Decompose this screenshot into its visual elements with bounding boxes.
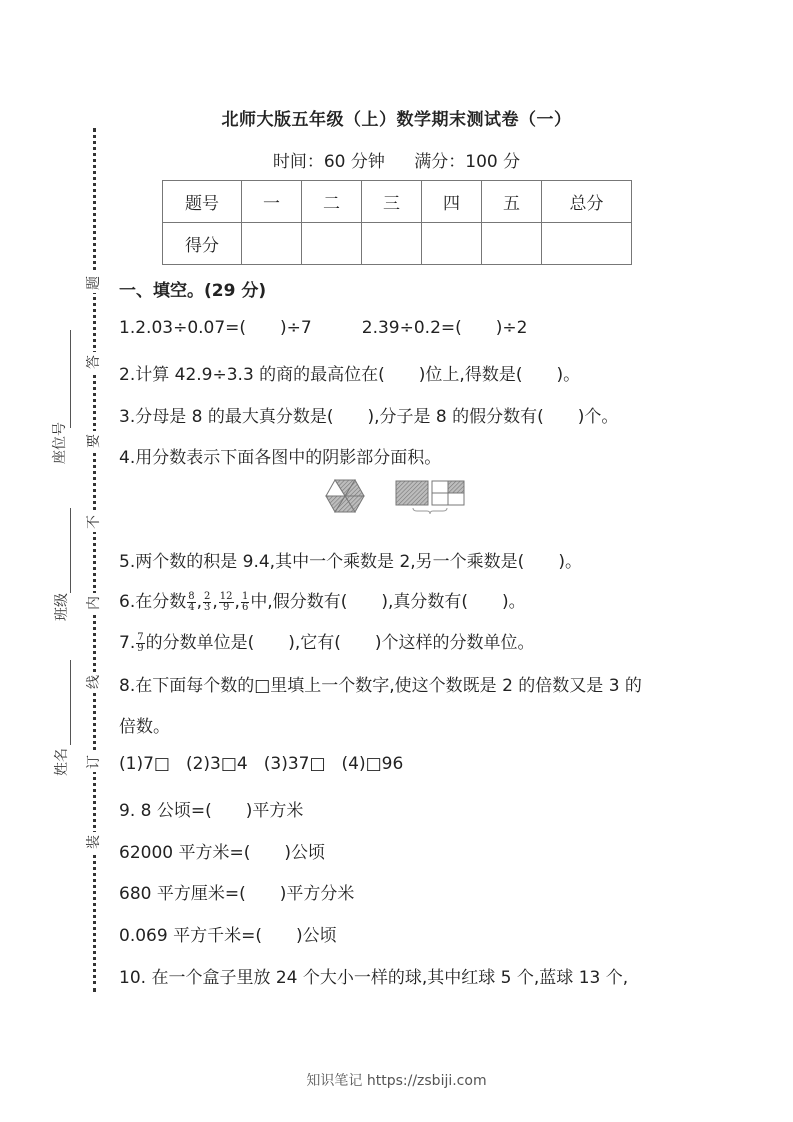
question-text: 1.2.03÷0.07=( xyxy=(119,318,247,338)
question-7 xyxy=(119,628,535,654)
question-text: 中,假分数有( xyxy=(250,592,348,612)
shaded-hexagon-figure xyxy=(325,478,365,514)
question-text: 9. 8 公顷=( xyxy=(119,801,212,821)
question-text: 680 平方厘米=( xyxy=(119,884,246,904)
question-text: )÷2 xyxy=(495,318,528,338)
question-9-b xyxy=(119,838,325,863)
question-6: 6.在分数 $\frac{8}{4}$ , $\frac{2}{3}$ , $\frac{12}{9}$ , $\frac{1}{6}$ 中,假分数有( ),真分数有( )。 xyxy=(119,590,526,613)
score-table-cell: 题号 xyxy=(163,181,242,223)
question-text: 0.069 平方千米=( xyxy=(119,926,262,946)
margin-char: 要 xyxy=(84,431,104,451)
question-text: 2.39÷0.2=( xyxy=(361,318,462,338)
score-table-cell: 四 xyxy=(422,181,482,223)
sub-item: (4)□96 xyxy=(341,754,404,774)
question-1 xyxy=(119,318,527,338)
section-heading: 一、填空。(29 分) xyxy=(119,281,267,301)
fraction: $\frac{12}{9}$ xyxy=(219,590,233,613)
shaded-squares-figure xyxy=(395,478,470,518)
question-9-a xyxy=(119,796,303,821)
score-table-header-row xyxy=(163,181,632,223)
margin-char: 订 xyxy=(84,752,104,772)
question-text: 62000 平方米=( xyxy=(119,843,251,863)
question-text: 的分数单位是( xyxy=(145,633,255,653)
score-table-score-row xyxy=(163,223,632,265)
margin-char: 答 xyxy=(84,352,104,372)
question-text: )。 xyxy=(558,552,582,572)
question-text: )个这样的分数单位。 xyxy=(374,633,535,653)
footer-watermark: 知识笔记 https://zsbiji.com xyxy=(306,1073,487,1089)
question-5 xyxy=(119,547,582,572)
question-text: 6.在分数 xyxy=(119,592,187,612)
sub-item: (3)37□ xyxy=(263,754,326,774)
margin-char: 线 xyxy=(84,672,104,692)
exam-info xyxy=(0,147,793,172)
margin-char: 题 xyxy=(84,273,104,293)
question-text: )个。 xyxy=(577,407,619,427)
sub-item: (2)3□4 xyxy=(185,754,248,774)
binding-dotted-line xyxy=(93,128,96,992)
question-text: )。 xyxy=(502,592,526,612)
question-text: )平方米 xyxy=(245,801,304,821)
question-10: 10. 在一个盒子里放 24 个大小一样的球,其中红球 5 个,蓝球 13 个, xyxy=(119,968,629,988)
score-input-cell[interactable] xyxy=(482,223,542,265)
class-label: 班级 xyxy=(54,593,70,621)
fraction: $\frac{1}{6}$ xyxy=(241,590,249,613)
question-text: )÷7 xyxy=(280,318,312,338)
question-text: )平方分米 xyxy=(279,884,355,904)
score-table-cell: 五 xyxy=(482,181,542,223)
score-table-cell: 三 xyxy=(362,181,422,223)
question-text: )公顷 xyxy=(295,926,337,946)
score-table-cell: 二 xyxy=(302,181,362,223)
seat-number-label: 座位号 xyxy=(52,422,68,464)
sub-item: (1)7□ xyxy=(119,754,170,774)
question-3 xyxy=(119,402,618,427)
question-9-d xyxy=(119,921,337,946)
question-text: 5.两个数的积是 9.4,其中一个乘数是 2,另一个乘数是( xyxy=(119,552,525,572)
question-text: 3.分母是 8 的最大真分数是( xyxy=(119,407,334,427)
score-table xyxy=(162,180,632,265)
score-table-cell: 得分 xyxy=(163,223,242,265)
score-input-cell[interactable] xyxy=(242,223,302,265)
fraction: $\frac{7}{9}$ xyxy=(137,631,144,654)
question-2 xyxy=(119,360,580,385)
question-text: ),真分数有( xyxy=(381,592,469,612)
time-label: 时间：60 分钟 xyxy=(272,152,385,172)
page-title: 北师大版五年级（上）数学期末测试卷（一） xyxy=(221,110,572,130)
question-text: 7. xyxy=(119,633,136,653)
fraction: $\frac{8}{4}$ xyxy=(188,590,195,613)
margin-char: 装 xyxy=(84,832,104,852)
full-score-label: 满分：100 分 xyxy=(414,152,521,172)
score-input-cell[interactable] xyxy=(422,223,482,265)
score-table-cell: 一 xyxy=(242,181,302,223)
question-4: 4.用分数表示下面各图中的阴影部分面积。 xyxy=(119,448,442,468)
question-9-c xyxy=(119,879,354,904)
score-input-cell[interactable] xyxy=(302,223,362,265)
margin-char: 内 xyxy=(84,593,104,613)
question-text: 2.计算 42.9÷3.3 的商的最高位在( xyxy=(119,365,385,385)
seat-number-line[interactable] xyxy=(70,330,71,428)
question-8-line-2: 倍数。 xyxy=(119,717,170,737)
question-8-line-1: 8.在下面每个数的□里填上一个数字,使这个数既是 2 的倍数又是 3 的 xyxy=(119,676,642,696)
question-text: ),分子是 8 的假分数有( xyxy=(367,407,544,427)
fraction: $\frac{2}{3}$ xyxy=(204,590,211,613)
question-text: )位上,得数是( xyxy=(418,365,523,385)
question-text: )公顷 xyxy=(284,843,326,863)
class-line[interactable] xyxy=(70,508,71,593)
question-text: ),它有( xyxy=(288,633,341,653)
question-8-items xyxy=(119,754,403,774)
question-text: )。 xyxy=(556,365,581,385)
name-label: 姓名 xyxy=(54,748,70,776)
score-input-cell[interactable] xyxy=(362,223,422,265)
name-line[interactable] xyxy=(70,660,71,745)
score-table-cell: 总分 xyxy=(542,181,632,223)
margin-char: 不 xyxy=(84,512,104,532)
score-input-cell[interactable] xyxy=(542,223,632,265)
